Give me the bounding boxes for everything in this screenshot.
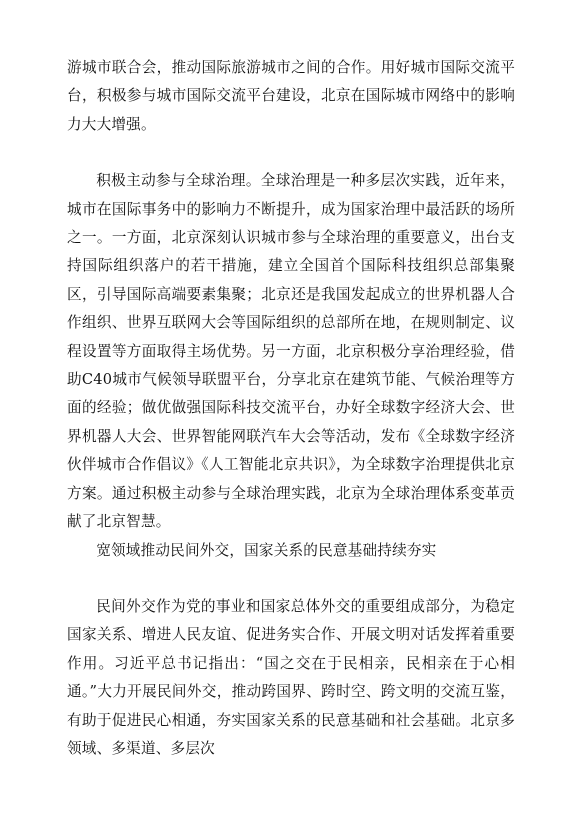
paragraph-global-governance: 积极主动参与全球治理。全球治理是一种多层次实践，近年来，城市在国际事务中的影响力不断提升，成为国家治理中最活跃的场所之一。一方面，北京深刻认识城市参与全球治理的重要意义，出台支持国际组织落户的若干措施，建立全国首个国际科技组织总部集聚区，引导国际高端要素集聚；北京还是我国发起成立的世界机器人合作组织、世界互联网大会等国际组织的总部所在地，在规则制定、议程设置等方面取得主场优势。另一方面，北京积极分享治理经验，借助C40城市气候领导联盟平台，分享北京在建筑节能、气候治理等方面的经验；做优做强国际科技交流平台，办好全球数字经济大会、世界机器人大会、世界智能网联汽车大会等活动，发布《全球数字经济伙伴城市合作倡议》《人工智能北京共识》，为全球数字治理提供北京方案。通过积极主动参与全球治理实践，北京为全球治理体系变革贡献了北京智慧。 (67, 172, 515, 531)
document-page (67, 54, 515, 763)
section-heading: 宽领域推动民间外交，国家关系的民意基础持续夯实 (96, 541, 437, 559)
paragraph-continued: 游城市联合会，推动国际旅游城市之间的合作。用好城市国际交流平台，积极参与城市国际交流平台建设，北京在国际城市网络中的影响力大大增强。 (67, 59, 515, 133)
paragraph-people-diplomacy: 民间外交作为党的事业和国家总体外交的重要组成部分，为稳定国家关系、增进人民友谊、促进务实合作、开展文明对话发挥着重要作用。习近平总书记指出：“国之交在于民相亲，民相亲在于心相通。”大力开展民间外交，推动跨国界、跨时空、跨文明的交流互鉴，有助于促进民心相通，夯实国家关系的民意基础和社会基础。北京多领域、多渠道、多层次 (67, 597, 515, 757)
